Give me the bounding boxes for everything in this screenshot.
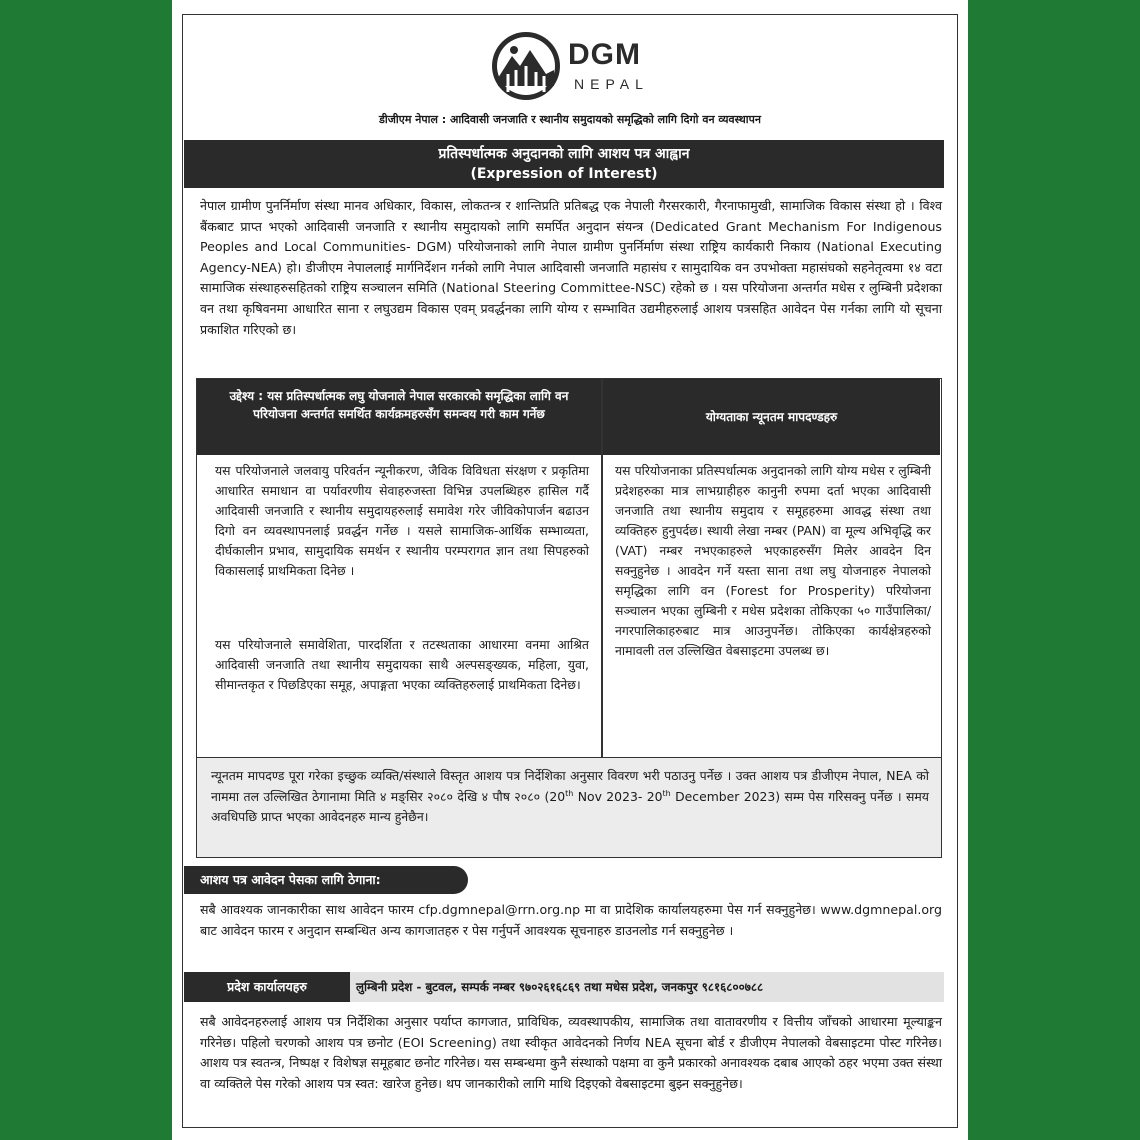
submission-deadline-box: [196, 758, 942, 858]
submission-sup-1: th: [565, 788, 574, 798]
criteria-paragraph: यस परियोजनाका प्रतिस्पर्धात्मक अनुदानको लागि योग्य मधेस र लुम्बिनी प्रदेशहरुका मात्र लाभग्राहीहरु कानुनी रुपमा दर्ता भएका आदिवासी जनजाति तथा स्थानीय समुदाय र समूहहरुमा आवद्ध संस्था तथा व्यक्तिहरु हुनुपर्दछ। स्थायी लेखा नम्बर (PAN) वा मूल्य अभिवृद्धि कर (VAT) नम्बर नभएकाहरुले भएकाहरुसँग मिलेर आवदेन दिन सक्नुहुनेछ । आवदेन गर्ने यस्ता साना तथा लघु योजनाहरु नेपालको समृद्धिका लागि वन (Forest for Prosperity) परियोजना सञ्चालन भएका लुम्बिनी र मधेस प्रदेशका तोकिएका ५० गाउँपालिका/नगरपालिकाहरुबाट मात्र आउनुपर्नेछ। तोकिएका कार्यक्षेत्रहरुको नामावली तल उल्लिखित वेबसाइटमा उपलब्ध छ।: [615, 463, 931, 658]
intro-paragraph: नेपाल ग्रामीण पुनर्निर्माण संस्था मानव अधिकार, विकास, लोकतन्त्र र शान्तिप्रति प्रतिबद्ध एक नेपाली गैरसरकारी, गैरनाफामुखी, सामाजिक विकास संस्था हो । विश्व बैंकबाट प्राप्त भएको आदिवासी जनजाति र स्थानीय समुदायको लागि समर्पित अनुदान संयन्त्र (Dedicated Grant Mechanism For Indigenous Peoples and Local Communities- DGM) परियोजनाको लागि नेपाल ग्रामीण पुनर्निर्माण संस्था राष्ट्रिय कार्यकारी निकाय (National Executing Agency-NEA) हो। डीजीएम नेपाललाई मार्गनिर्देशन गर्नको लागि नेपाल आदिवासी जनजाति महासंघ र सामुदायिक वन उपभोक्ता महासंघको सहनेतृत्वमा १४ वटा सामाजिक संस्थाहरुसहितको राष्ट्रिय सञ्चालन समिति (National Steering Committee-NSC) रहेको छ । यस परियोजना अन्तर्गत मधेस र लुम्बिनी प्रदेशका वन तथा कृषिवनमा आधारित साना र लघुउद्यम विकास एवम् प्रवर्द्धनका लागि योग्य र सम्भावित उद्यमीहरुलाई आशय पत्रसहित आवेदन पेस गर्नका लागि यो सूचना प्रकाशित गरिएको छ।: [200, 198, 942, 337]
logo-subtitle: NEPAL: [574, 76, 649, 92]
provincial-offices-bar: [184, 972, 944, 1002]
dgm-logo-icon: [490, 30, 562, 102]
dgm-logo: [490, 30, 650, 102]
address-paragraph: सबै आवश्यक जानकारीका साथ आवेदन फारम cfp.dgmnepal@rrn.org.np मा वा प्रादेशिक कार्यालयहरुमा पेस गर्न सक्नुहुनेछ। www.dgmnepal.org बाट आवेदन फारम र अनुदान सम्बन्धित अन्य कागजातहरु र पेस गर्नुपर्ने आवश्यक सूचनाहरु डाउनलोड गर्न सक्नुहुनेछ ।: [200, 902, 942, 938]
offices-contact: लुम्बिनी प्रदेश - बुटवल, सम्पर्क नम्बर ९७०२६१६८६९ तथा मधेस प्रदेश, जनकपुर ९८१६८००७८८: [356, 980, 764, 994]
address-header: आशय पत्र आवेदन पेसका लागि ठेगाना:: [184, 866, 468, 894]
submission-text-3: December 2023) सम्म पेस गरिसक्नु पर्नेछ । समय अवधिपछि प्राप्त भएका आवेदनहरु मान्य हुनेछैन।: [211, 788, 929, 824]
objective-header: [197, 379, 601, 455]
submission-text-1: न्यूनतम मापदण्ड पूरा गरेका इच्छुक व्यक्ति/संस्थाले विस्तृत आशय पत्र निर्देशिका अनुसार विवरण भरी पठाउनु पर्नेछ । उक्त आशय पत्र डीजीएम नेपाल, NEA को नाममा तल उल्लिखित ठेगानामा मिति ४ मङ्सिर २०८० देखि ४ पौष २०८० (20: [211, 768, 929, 804]
objective-paragraph-2: यस परियोजनाले समावेशिता, पारदर्शिता र तटस्थताका आधारमा वनमा आश्रित आदिवासी जनजाति तथा स्थानीय समुदायका साथै अल्पसङ्ख्यक, महिला, युवा, सीमान्तकृत र पिछडिएका समूह, अपाङ्गता भएका व्यक्तिहरुलाई प्राथमिकता दिनेछ।: [215, 637, 589, 692]
objective-criteria-table: [196, 378, 942, 758]
submission-sup-2: th: [662, 788, 671, 798]
evaluation-paragraph: सबै आवेदनहरुलाई आशय पत्र निर्देशिका अनुसार पर्याप्त कागजात, प्राविधिक, व्यवस्थापकीय, सामाजिक तथा वातावरणीय र वित्तीय जाँचको आधारमा मूल्याङ्कन गरिनेछ। पहिलो चरणको आशय पत्र छनोट (EOI Screening) तथा स्वीकृत आवेदनको निर्णय NEA सूचना बोर्ड र डीजीएम नेपालको वेबसाइटमा पोस्ट गरिनेछ। आशय पत्र स्वतन्त्र, निष्पक्ष र विशेषज्ञ समूहबाट छनोट गरिनेछ। यस सम्बन्धमा कुनै संस्थाको पक्षमा वा कुनै प्रकारको अनावश्यक दबाब आएको ठहर भएमा उक्त संस्था वा व्यक्तिले पेस गरेको आशय पत्र स्वत: खारेज हुनेछ। थप जानकारीको लागि माथि दिइएको वेबसाइटमा बुझ्न सक्नुहुनेछ।: [200, 1014, 942, 1091]
notice-page: [172, 0, 968, 1140]
title-line-1: प्रतिस्पर्धात्मक अनुदानको लागि आशय पत्र आह्वान: [438, 146, 690, 162]
offices-header: प्रदेश कार्यालयहरु: [184, 972, 350, 1002]
tagline: डीजीएम नेपाल : आदिवासी जनजाति र स्थानीय समुदायको समृद्धिको लागि दिगो वन व्यवस्थापन: [379, 113, 761, 126]
title-banner: [184, 140, 944, 188]
submission-text-2: Nov 2023- 20: [573, 788, 663, 804]
title-line-2: (Expression of Interest): [470, 166, 658, 182]
logo-wordmark: DGM: [568, 38, 641, 71]
objective-header-text: उद्देश्य : यस प्रतिस्पर्धात्मक लघु योजनाले नेपाल सरकारको समृद्धिका लागि वन परियोजना अन्तर्गत समर्थित कार्यक्रमहरुसँग समन्वय गरी काम गर्नेछ: [229, 389, 569, 421]
objective-paragraph-1: यस परियोजनाले जलवायु परिवर्तन न्यूनीकरण, जैविक विविधता संरक्षण र प्रकृतिमा आधारित समाधान वा पर्यावरणीय सेवाहरुजस्ता विभिन्न उपलब्धिहरु हासिल गर्दै आदिवासी जनजाति र स्थानीय समुदायहरुलाई समावेश गरेर जीविकोपार्जन बढाउन दिगो वन व्यवस्थापनलाई प्रवर्द्धन गर्नेछ । यसले सामाजिक-आर्थिक सम्भाव्यता, दीर्घकालीन प्रभाव, सामुदायिक समर्थन र स्थानीय परम्परागत ज्ञान तथा सिपहरुको विकासलाई प्राथमिकता दिनेछ ।: [215, 463, 589, 578]
column-divider: [601, 379, 603, 757]
criteria-header: योग्यताका न्यूनतम मापदण्डहरु: [603, 379, 940, 455]
